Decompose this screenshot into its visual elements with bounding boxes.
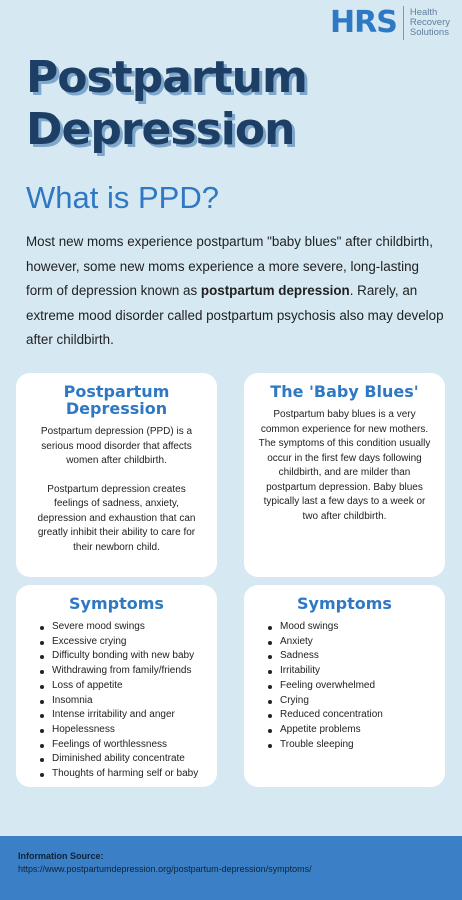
ppd-card-paragraph-2: Postpartum depression creates feelings of sadness, anxiety, depression and exhaustion that can greatly inhibit their ability to care for their newborn child. xyxy=(37,483,196,553)
section-heading: What is PPD? xyxy=(26,180,219,215)
intro-text-before: Most new moms experience postpartum "baby blues" after childbirth, however, some new moms experience a more severe, long-lasting form of depression known as xyxy=(26,234,433,298)
baby-blues-definition-card xyxy=(244,373,445,577)
source-url[interactable]: https://www.postpartumdepression.org/postpartum-depression/symptoms/ xyxy=(18,864,312,874)
title-line-1: Postpartum xyxy=(26,52,307,103)
logo-text xyxy=(410,8,450,38)
intro-paragraph xyxy=(26,230,446,353)
list-item: Feeling overwhelmed xyxy=(258,679,431,694)
logo-line-3: Solutions xyxy=(409,27,449,38)
list-item: Withdrawing from family/friends xyxy=(30,664,203,679)
list-item: Insomnia xyxy=(30,694,203,709)
blues-symptoms-title: Symptoms xyxy=(297,594,392,613)
list-item: Trouble sleeping xyxy=(258,738,431,753)
list-item: Intense irritability and anger xyxy=(30,708,203,723)
logo-mark: HRS xyxy=(330,5,397,40)
baby-blues-symptoms-card xyxy=(244,585,445,787)
list-item: Loss of appetite xyxy=(30,679,203,694)
logo-line-2: Recovery xyxy=(409,17,450,28)
blues-card-title: The 'Baby Blues' xyxy=(270,382,419,401)
list-item: Excessive crying xyxy=(30,635,203,650)
blues-symptoms-list xyxy=(258,620,431,752)
list-item: Reduced concentration xyxy=(258,708,431,723)
source-label: Information Source: xyxy=(18,851,104,861)
list-item: Severe mood swings xyxy=(30,620,203,635)
list-item: Crying xyxy=(258,694,431,709)
logo-divider xyxy=(403,6,404,40)
list-item: Mood swings xyxy=(258,620,431,635)
logo-line-1: Health xyxy=(409,7,438,18)
list-item: Thoughts of harming self or baby xyxy=(30,767,203,782)
ppd-symptoms-card xyxy=(16,585,217,787)
page-title xyxy=(26,52,307,156)
intro-text-after: . Rarely, an extreme mood disorder called postpartum psychosis also may develop after childbirth. xyxy=(26,283,444,347)
list-item: Difficulty bonding with new baby xyxy=(30,649,203,664)
list-item: Diminished ability concentrate xyxy=(30,752,203,767)
list-item: Anxiety xyxy=(258,635,431,650)
list-item: Feelings of worthlessness xyxy=(30,738,203,753)
ppd-card-title: Postpartum Depression xyxy=(63,382,170,418)
list-item: Irritability xyxy=(258,664,431,679)
list-item: Appetite problems xyxy=(258,723,431,738)
title-line-2: Depression xyxy=(26,104,295,155)
intro-text-bold: postpartum depression xyxy=(200,283,350,298)
ppd-card-paragraph-1: Postpartum depression (PPD) is a serious mood disorder that affects women after childbirth. xyxy=(40,426,193,466)
list-item: Hopelessness xyxy=(30,723,203,738)
source-footer xyxy=(0,836,462,900)
ppd-symptoms-list xyxy=(30,620,203,782)
list-item: Sadness xyxy=(258,649,431,664)
blues-card-paragraph: Postpartum baby blues is a very common experience for new mothers. The symptoms of this condition usually occur in the first few days following childbirth, and are milder than postpartum depression. Baby blues typically last a few days to a week or two after childbirth. xyxy=(258,409,431,522)
hrs-logo xyxy=(330,6,450,40)
ppd-definition-card xyxy=(16,373,217,577)
ppd-symptoms-title: Symptoms xyxy=(69,594,164,613)
